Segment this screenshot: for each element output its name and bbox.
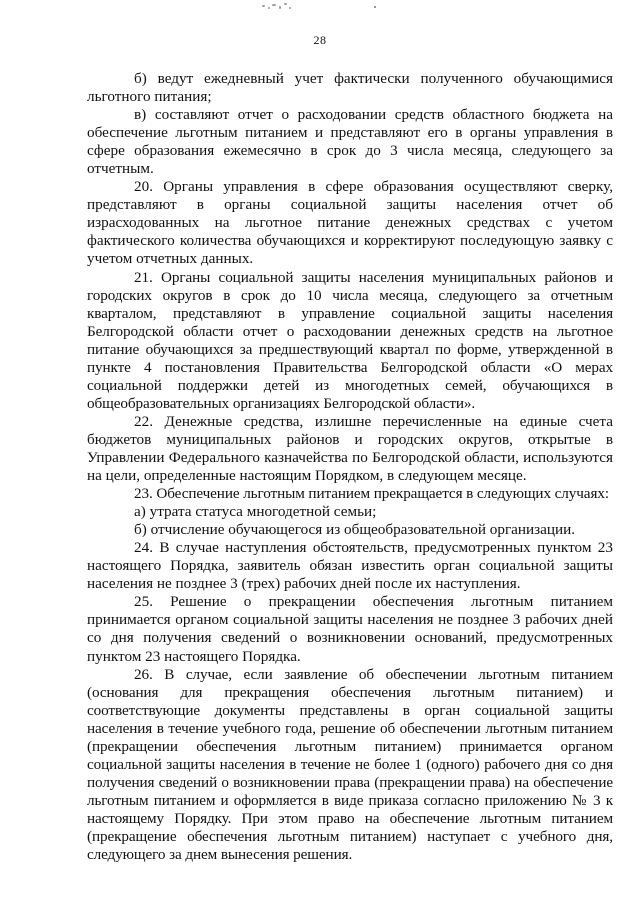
paragraph-26: 26. В случае, если заявление об обеспечении льготным питанием (основания для прекращения обеспечения льготным питанием) и соответствующие документы представлены в орган социальной защиты населения в течение учебного года, решение об обеспечении льготным питанием (прекращении обеспечения льготным питанием) принимается органом социальной защиты населения в течение не более 1 (одного) рабочего дня со дня получения сведений о возникновении права (прекращении права) на обеспечение льготным питанием и оформляется в виде приказа согласно приложению № 3 к настоящему Порядку. При этом право на обеспечение льготным питанием (прекращение обеспечения льготным питанием) наступает с учебного дня, следующего за днем вынесения решения. xyxy=(87,665,613,864)
paragraph-item-b: б) ведут ежедневный учет фактически полученного обучающимися льготного питания; xyxy=(87,70,613,106)
paragraph-23: 23. Обеспечение льготным питанием прекращается в следующих случаях: xyxy=(134,485,609,503)
paragraph-23-item-a: а) утрата статуса многодетной семьи; xyxy=(134,503,377,521)
paragraph-25: 25. Решение о прекращении обеспечения льготным питанием принимается органом социальной защиты населения не позднее 3 рабочих дней со дня получения сведений о возникновении оснований, предусмотренных пунктом 23 настоящего Порядка. xyxy=(87,593,613,665)
paragraph-item-v: в) составляют отчет о расходовании средств областного бюджета на обеспечение льготным питанием и представляют его в органы управления в сфере образования ежемесячно в срок до 3 числа месяца, следующего за отчетным. xyxy=(87,106,613,178)
page-number: 28 xyxy=(313,33,327,47)
paragraph-23-item-b: б) отчисление обучающегося из общеобразовательной организации. xyxy=(134,521,576,539)
document-body xyxy=(87,70,613,864)
paragraph-20: 20. Органы управления в сфере образования осуществляют сверку, представляют в органы социальной защиты населения отчет об израсходованных на льготное питание денежных средствах с учетом фактического количества обучающихся и корректируют последующую заявку с учетом отчетных данных. xyxy=(87,178,613,268)
scan-artifact xyxy=(262,3,292,11)
paragraph-24: 24. В случае наступления обстоятельств, предусмотренных пунктом 23 настоящего Порядка, заявитель обязан известить орган социальной защиты населения не позднее 3 (трех) рабочих дней после их наступления. xyxy=(87,539,613,593)
paragraph-22: 22. Денежные средства, излишне перечисленные на единые счета бюджетов муниципальных районов и городских округов, открытые в Управлении Федерального казначейства по Белгородской области, используются на цели, определенные настоящим Порядком, в следующем месяце. xyxy=(87,412,613,485)
scan-artifact-dot xyxy=(374,6,376,8)
paragraph-21: 21. Органы социальной защиты населения муниципальных районов и городских округов в срок до 10 числа месяца, следующего за отчетным кварталом, представляют в управление социальной защиты населения Белгородской области отчет о расходовании денежных средств на льготное питание обучающихся за предшествующий квартал по форме, утвержденной в пункте 4 постановления Правительства Белгородской области «О мерах социальной поддержки детей из многодетных семей, обучающихся в общеобразовательных организациях Белгородской области». xyxy=(87,268,613,412)
